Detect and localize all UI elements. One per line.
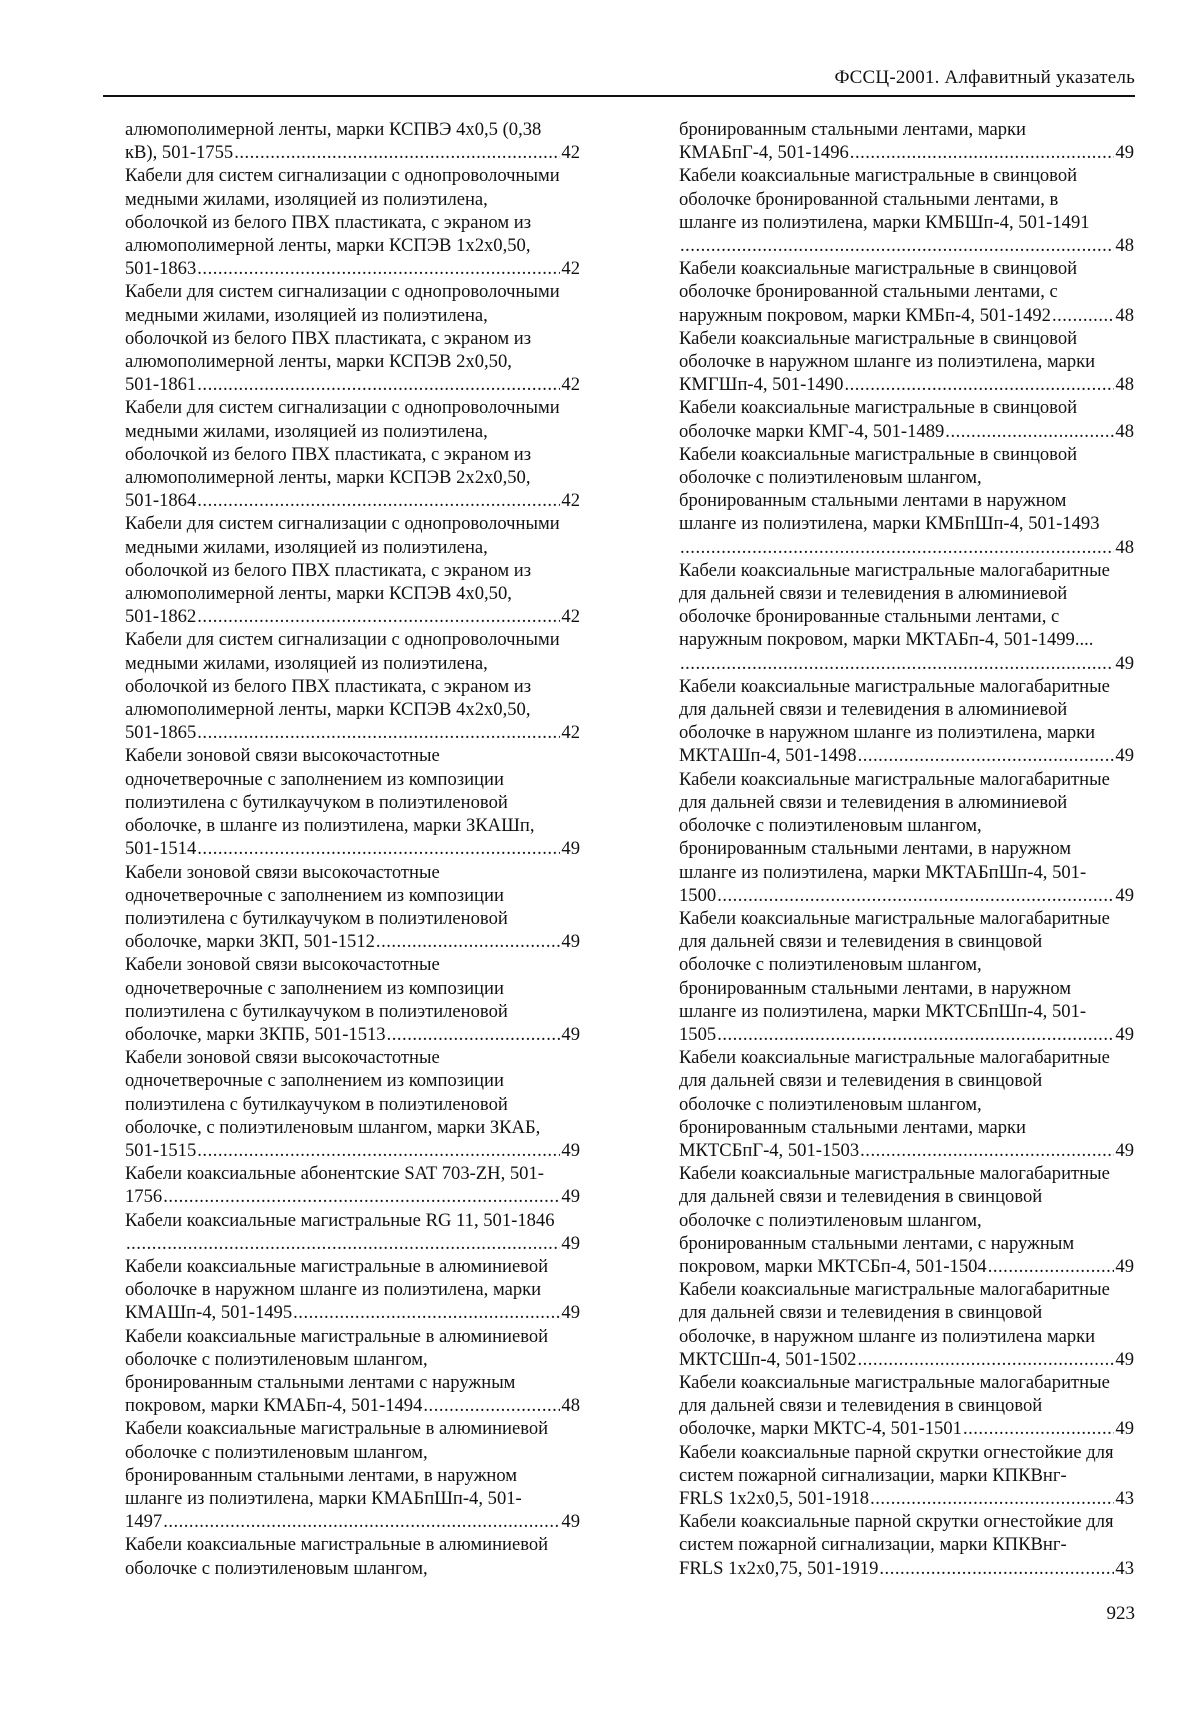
entry-last-line	[125, 373, 580, 396]
index-entry	[103, 1417, 580, 1533]
entry-tail-text: 1505	[679, 1023, 717, 1045]
entry-line: для дальней связи и телевидения в свинцовой	[679, 1186, 1043, 1208]
entry-page-ref: 49	[1115, 1418, 1134, 1440]
entry-line: одночетверочные с заполнением из композиции	[125, 884, 504, 906]
entry-line: оболочке с полиэтиленовым шлангом,	[679, 815, 982, 837]
entry-page-ref: 48	[561, 1395, 580, 1417]
index-entry	[103, 1533, 580, 1579]
entry-line: для дальней связи и телевидения в свинцовой	[679, 1070, 1043, 1092]
entry-line: оболочке в наружном шланге из полиэтилена, марки	[679, 722, 1096, 744]
index-entry	[103, 118, 580, 164]
dot-leader	[163, 1185, 560, 1208]
entry-last-line	[679, 1139, 1134, 1162]
entry-line: алюмополимерной ленты, марки КСПВЭ 4х0,5 (0,38	[125, 119, 542, 140]
entry-line: медными жилами, изоляцией из полиэтилена,	[125, 536, 488, 558]
entry-last-line	[125, 1185, 580, 1208]
entry-line: Кабели коаксиальные парной скрутки огнестойкие для	[679, 1441, 1114, 1463]
dot-leader	[197, 721, 560, 744]
entry-line: шланге из полиэтилена, марки МКТАБпШп-4, 501-	[679, 861, 1087, 883]
entry-line: полиэтилена с бутилкаучуком в полиэтиленовой	[125, 791, 508, 813]
index-entry	[103, 280, 580, 396]
entry-page-ref: 42	[561, 606, 580, 628]
entry-line: Кабели коаксиальные абонентские SAT 703-ZH, 501-	[125, 1163, 544, 1185]
entry-tail-text: покровом, марки МКТСБп-4, 501-1504	[679, 1255, 987, 1277]
entry-line: одночетверочные с заполнением из композиции	[125, 768, 504, 790]
entry-page-ref: 49	[1115, 1255, 1134, 1277]
entry-line: медными жилами, изоляцией из полиэтилена,	[125, 304, 488, 326]
entry-line: медными жилами, изоляцией из полиэтилена,	[125, 420, 488, 442]
entry-page-ref: 48	[1115, 235, 1134, 257]
entry-line: оболочке, в наружном шланге из полиэтилена марки	[679, 1325, 1096, 1347]
entry-tail-text: 1497	[125, 1511, 163, 1533]
index-entry	[657, 327, 1134, 397]
entry-page-ref: 49	[1115, 1139, 1134, 1161]
entry-page-ref: 48	[1115, 374, 1134, 396]
entry-tail-text: кВ), 501-1755	[125, 142, 234, 164]
index-entry	[103, 953, 580, 1046]
entry-tail-text: МКТСШп-4, 501-1502	[679, 1348, 857, 1370]
header-title: ФССЦ-2001. Алфавитный указатель	[834, 67, 1135, 88]
entry-last-line	[125, 930, 580, 953]
entry-last-line	[125, 721, 580, 744]
entry-line: наружным покровом, марки МКТАБп-4, 501-1499....	[679, 629, 1094, 651]
entry-line: оболочке с полиэтиленовым шлангом,	[679, 1093, 982, 1115]
entry-line: полиэтилена с бутилкаучуком в полиэтиленовой	[125, 1000, 508, 1022]
entry-page-ref: 49	[1115, 1348, 1134, 1370]
entry-tail-text: 501-1514	[125, 838, 197, 860]
entry-tail-text: МКТАШп-4, 501-1498	[679, 745, 857, 767]
entry-page-ref: 49	[561, 1302, 580, 1324]
entry-last-line	[125, 1510, 580, 1533]
index-column-left	[103, 118, 580, 1580]
entry-line: алюмополимерной ленты, марки КСПЭВ 4х2х0,50,	[125, 699, 531, 721]
entry-tail-text: КМАБпГ-4, 501-1496	[679, 142, 849, 164]
entry-tail-text: оболочке, марки МКТС-4, 501-1501	[679, 1418, 962, 1440]
entry-line: Кабели коаксиальные магистральные в свинцовой	[679, 165, 1078, 187]
entry-line: Кабели коаксиальные магистральные малогабаритные	[679, 1047, 1110, 1069]
entry-tail-text: наружным покровом, марки КМБп-4, 501-1492	[679, 304, 1051, 326]
index-entry	[103, 744, 580, 860]
index-entry	[103, 164, 580, 280]
dot-leader	[197, 257, 560, 280]
entry-line: оболочкой из белого ПВХ пластиката, с экраном из	[125, 559, 532, 581]
entry-tail-text: 501-1864	[125, 490, 197, 512]
entry-tail-text: покровом, марки КМАБп-4, 501-1494	[125, 1395, 423, 1417]
entry-line: Кабели для систем сигнализации с однопроволочными	[125, 629, 560, 651]
entry-line: бронированным стальными лентами, марки	[679, 1116, 1027, 1138]
index-entry	[103, 512, 580, 628]
entry-page-ref: 43	[1115, 1487, 1134, 1509]
entry-last-line	[125, 1394, 580, 1417]
dot-leader	[850, 141, 1115, 164]
entry-page-ref: 48	[1115, 536, 1134, 558]
entry-line: оболочке с полиэтиленовым шлангом,	[125, 1441, 428, 1463]
index-entry	[657, 257, 1134, 327]
dot-leader	[988, 1255, 1115, 1278]
index-entry	[657, 443, 1134, 559]
dot-leader	[387, 1023, 561, 1046]
entry-line: Кабели коаксиальные магистральные в алюминиевой	[125, 1418, 549, 1440]
entry-line: бронированным стальными лентами в наружном	[679, 490, 1067, 512]
entry-line: бронированным стальными лентами, с наружным	[679, 1232, 1075, 1254]
entry-line: оболочке с полиэтиленовым шлангом,	[679, 1209, 982, 1231]
entry-line: алюмополимерной ленты, марки КСПЭВ 2х2х0,50,	[125, 467, 531, 489]
entry-last-line	[125, 489, 580, 512]
entry-last-line	[679, 1417, 1134, 1440]
index-entry	[103, 1162, 580, 1208]
entry-tail-text: МКТСБпГ-4, 501-1503	[679, 1139, 860, 1161]
entry-tail-text: FRLS 1х2х0,5, 501-1918	[679, 1487, 870, 1509]
entry-tail-text: оболочке, марки ЗКП, 501-1512	[125, 931, 375, 953]
entry-last-line	[679, 373, 1134, 396]
entry-line: шланге из полиэтилена, марки КМБШп-4, 501-1491	[679, 211, 1090, 233]
index-entry	[657, 675, 1134, 768]
entry-page-ref: 48	[1115, 420, 1134, 442]
entry-line: Кабели коаксиальные магистральные в алюминиевой	[125, 1325, 549, 1347]
entry-tail-text: оболочке марки КМГ-4, 501-1489	[679, 420, 945, 442]
entry-line: медными жилами, изоляцией из полиэтилена,	[125, 188, 488, 210]
entry-line: Кабели коаксиальные парной скрутки огнестойкие для	[679, 1511, 1114, 1533]
entry-last-line	[125, 1023, 580, 1046]
entry-line: Кабели зоновой связи высокочастотные	[125, 861, 440, 883]
entry-line: шланге из полиэтилена, марки КМАБпШп-4, 501-	[125, 1487, 522, 1509]
entry-line: Кабели для систем сигнализации с однопроволочными	[125, 397, 560, 419]
entry-line: полиэтилена с бутилкаучуком в полиэтиленовой	[125, 907, 508, 929]
entry-line: оболочке в наружном шланге из полиэтилена, марки	[679, 351, 1096, 373]
entry-page-ref: 42	[561, 722, 580, 744]
entry-line: для дальней связи и телевидения в свинцовой	[679, 1302, 1043, 1324]
entry-page-ref: 49	[561, 1511, 580, 1533]
entry-line: оболочке с полиэтиленовым шлангом,	[679, 954, 982, 976]
entry-tail-text: 501-1515	[125, 1139, 197, 1161]
entry-page-ref: 42	[561, 258, 580, 280]
dot-leader	[1052, 304, 1114, 327]
dot-leader	[680, 234, 1114, 257]
dot-leader	[197, 373, 560, 396]
entry-line: оболочке с полиэтиленовым шлангом,	[125, 1348, 428, 1370]
dot-leader	[963, 1417, 1114, 1440]
index-entry	[657, 1046, 1134, 1162]
dot-leader	[844, 373, 1114, 396]
entry-line: Кабели коаксиальные магистральные малогабаритные	[679, 768, 1110, 790]
index-entry	[657, 907, 1134, 1046]
entry-page-ref: 49	[561, 1232, 580, 1254]
index-entry	[103, 1325, 580, 1418]
entry-page-ref: 49	[1115, 884, 1134, 906]
entry-line: оболочке с полиэтиленовым шлангом,	[679, 467, 982, 489]
entry-page-ref: 49	[1115, 142, 1134, 164]
entry-last-line	[125, 141, 580, 164]
dot-leader	[717, 1023, 1114, 1046]
entry-page-ref: 48	[1115, 304, 1134, 326]
entry-last-line	[679, 1348, 1134, 1371]
entry-last-line	[679, 536, 1134, 559]
dot-leader	[197, 605, 560, 628]
index-entry	[103, 861, 580, 954]
entry-line: Кабели коаксиальные магистральные в алюминиевой	[125, 1255, 549, 1277]
dot-leader	[197, 837, 560, 860]
entry-line: Кабели коаксиальные магистральные малогабаритные	[679, 559, 1110, 581]
entry-line: Кабели коаксиальные магистральные малогабаритные	[679, 675, 1110, 697]
index-entry	[103, 628, 580, 744]
entry-line: бронированным стальными лентами, в наружном	[125, 1464, 518, 1486]
entry-line: бронированным стальными лентами, в наружном	[679, 838, 1072, 860]
entry-page-ref: 49	[561, 1023, 580, 1045]
entry-line: Кабели коаксиальные магистральные в свинцовой	[679, 327, 1078, 349]
entry-last-line	[679, 420, 1134, 443]
entry-line: Кабели коаксиальные магистральные в алюминиевой	[125, 1534, 549, 1556]
entry-line: систем пожарной сигнализации, марки КПКВнг-	[679, 1464, 1067, 1486]
index-entry	[657, 164, 1134, 257]
entry-page-ref: 43	[1115, 1557, 1134, 1579]
entry-page-ref: 42	[561, 374, 580, 396]
dot-leader	[717, 884, 1114, 907]
index-entry	[657, 396, 1134, 442]
entry-line: Кабели коаксиальные магистральные в свинцовой	[679, 258, 1078, 280]
entry-page-ref: 42	[561, 490, 580, 512]
entry-tail-text: 501-1865	[125, 722, 197, 744]
entry-line: шланге из полиэтилена, марки КМБпШп-4, 501-1493	[679, 513, 1100, 535]
entry-page-ref: 49	[561, 931, 580, 953]
entry-line: Кабели зоновой связи высокочастотные	[125, 1047, 440, 1069]
entry-last-line	[679, 304, 1134, 327]
entry-tail-text: 501-1863	[125, 258, 197, 280]
entry-page-ref: 49	[561, 1186, 580, 1208]
entry-line: Кабели для систем сигнализации с однопроволочными	[125, 165, 560, 187]
index-entry	[103, 1255, 580, 1325]
dot-leader	[860, 1139, 1114, 1162]
entry-line: Кабели зоновой связи высокочастотные	[125, 745, 440, 767]
entry-line: бронированным стальными лентами с наружным	[125, 1371, 516, 1393]
entry-last-line	[679, 744, 1134, 767]
entry-line: медными жилами, изоляцией из полиэтилена,	[125, 652, 488, 674]
entry-last-line	[679, 1023, 1134, 1046]
dot-leader	[423, 1394, 560, 1417]
entry-line: для дальней связи и телевидения в алюминиевой	[679, 583, 1068, 605]
index-entry	[657, 1510, 1134, 1580]
entry-tail-text: КМГШп-4, 501-1490	[679, 374, 844, 396]
entry-line: одночетверочные с заполнением из композиции	[125, 1070, 504, 1092]
dot-leader	[126, 1232, 560, 1255]
index-entry	[657, 118, 1134, 164]
entry-last-line	[679, 141, 1134, 164]
index-entry	[657, 1371, 1134, 1441]
entry-line: оболочкой из белого ПВХ пластиката, с экраном из	[125, 443, 532, 465]
page-number: 923	[1106, 1603, 1135, 1624]
dot-leader	[945, 420, 1114, 443]
entry-line: Кабели коаксиальные магистральные в свинцовой	[679, 397, 1078, 419]
entry-line: оболочке бронированной стальными лентами, в	[679, 188, 1059, 210]
entry-line: оболочке, с полиэтиленовым шлангом, марки ЗКАБ,	[125, 1116, 541, 1138]
entry-line: оболочке с полиэтиленовым шлангом,	[125, 1557, 428, 1579]
entry-tail-text: оболочке, марки ЗКПБ, 501-1513	[125, 1023, 386, 1045]
entry-line: Кабели коаксиальные магистральные RG 11, 501-1846	[125, 1209, 555, 1231]
entry-line: Кабели коаксиальные магистральные малогабаритные	[679, 1163, 1110, 1185]
dot-leader	[858, 744, 1115, 767]
entry-line: Кабели зоновой связи высокочастотные	[125, 954, 440, 976]
entry-line: Кабели коаксиальные магистральные малогабаритные	[679, 907, 1110, 929]
entry-tail-text: 1756	[125, 1186, 163, 1208]
entry-line: бронированным стальными лентами, в наружном	[679, 977, 1072, 999]
index-entry	[103, 1209, 580, 1255]
dot-leader	[197, 489, 560, 512]
entry-last-line	[125, 1301, 580, 1324]
entry-line: оболочкой из белого ПВХ пластиката, с экраном из	[125, 675, 532, 697]
entry-last-line	[125, 605, 580, 628]
dot-leader	[857, 1348, 1114, 1371]
entry-tail-text: 501-1861	[125, 374, 197, 396]
entry-page-ref: 49	[1115, 1023, 1134, 1045]
entry-line: бронированным стальными лентами, марки	[679, 119, 1027, 140]
entry-line: шланге из полиэтилена, марки МКТСБпШп-4, 501-	[679, 1000, 1087, 1022]
entry-line: полиэтилена с бутилкаучуком в полиэтиленовой	[125, 1093, 508, 1115]
entry-last-line	[679, 234, 1134, 257]
entry-last-line	[679, 884, 1134, 907]
entry-last-line	[125, 257, 580, 280]
index-entry	[657, 768, 1134, 907]
entry-page-ref: 42	[561, 142, 580, 164]
entry-last-line	[679, 1557, 1134, 1580]
entry-last-line	[679, 652, 1134, 675]
entry-tail-text: FRLS 1х2х0,75, 501-1919	[679, 1557, 879, 1579]
index-entry	[103, 396, 580, 512]
index-entry	[657, 1162, 1134, 1278]
header-rule	[103, 95, 1135, 97]
entry-last-line	[679, 1255, 1134, 1278]
entry-line: одночетверочные с заполнением из композиции	[125, 977, 504, 999]
entry-page-ref: 49	[561, 1139, 580, 1161]
dot-leader	[376, 930, 560, 953]
entry-line: алюмополимерной ленты, марки КСПЭВ 2х0,50,	[125, 351, 512, 373]
index-entry	[103, 1046, 580, 1162]
entry-line: Кабели для систем сигнализации с однопроволочными	[125, 281, 560, 303]
entry-tail-text: 1500	[679, 884, 717, 906]
entry-tail-text: 501-1862	[125, 606, 197, 628]
entry-line: Кабели для систем сигнализации с однопроволочными	[125, 513, 560, 535]
entry-line: оболочке бронированной стальными лентами, с	[679, 281, 1058, 303]
entry-line: Кабели коаксиальные магистральные в свинцовой	[679, 443, 1078, 465]
entry-line: алюмополимерной ленты, марки КСПЭВ 1х2х0,50,	[125, 235, 531, 257]
entry-line: для дальней связи и телевидения в свинцовой	[679, 1395, 1043, 1417]
entry-line: Кабели коаксиальные магистральные малогабаритные	[679, 1279, 1110, 1301]
dot-leader	[879, 1557, 1114, 1580]
entry-tail-text: КМАШп-4, 501-1495	[125, 1302, 293, 1324]
entry-line: для дальней связи и телевидения в алюминиевой	[679, 791, 1068, 813]
dot-leader	[680, 652, 1114, 675]
index-column-right	[657, 118, 1134, 1580]
entry-last-line	[125, 837, 580, 860]
entry-last-line	[125, 1139, 580, 1162]
entry-page-ref: 49	[1115, 745, 1134, 767]
index-entry	[657, 559, 1134, 675]
entry-line: оболочкой из белого ПВХ пластиката, с экраном из	[125, 327, 532, 349]
entry-line: алюмополимерной ленты, марки КСПЭВ 4х0,50,	[125, 583, 512, 605]
entry-line: Кабели коаксиальные магистральные малогабаритные	[679, 1371, 1110, 1393]
entry-line: оболочкой из белого ПВХ пластиката, с экраном из	[125, 211, 532, 233]
entry-line: оболочке бронированные стальными лентами, с	[679, 606, 1060, 628]
entry-line: оболочке, в шланге из полиэтилена, марки ЗКАШп,	[125, 815, 535, 837]
dot-leader	[197, 1139, 560, 1162]
entry-line: для дальней связи и телевидения в свинцовой	[679, 931, 1043, 953]
entry-page-ref: 49	[1115, 652, 1134, 674]
entry-line: оболочке в наружном шланге из полиэтилена, марки	[125, 1279, 542, 1301]
entry-last-line	[679, 1487, 1134, 1510]
dot-leader	[293, 1301, 560, 1324]
dot-leader	[163, 1510, 560, 1533]
entry-last-line	[125, 1232, 580, 1255]
dot-leader	[234, 141, 560, 164]
index-entry	[657, 1278, 1134, 1371]
index-entry	[657, 1441, 1134, 1511]
dot-leader	[680, 536, 1114, 559]
entry-page-ref: 49	[561, 838, 580, 860]
entry-line: систем пожарной сигнализации, марки КПКВнг-	[679, 1534, 1067, 1556]
dot-leader	[870, 1487, 1114, 1510]
entry-line: для дальней связи и телевидения в алюминиевой	[679, 699, 1068, 721]
